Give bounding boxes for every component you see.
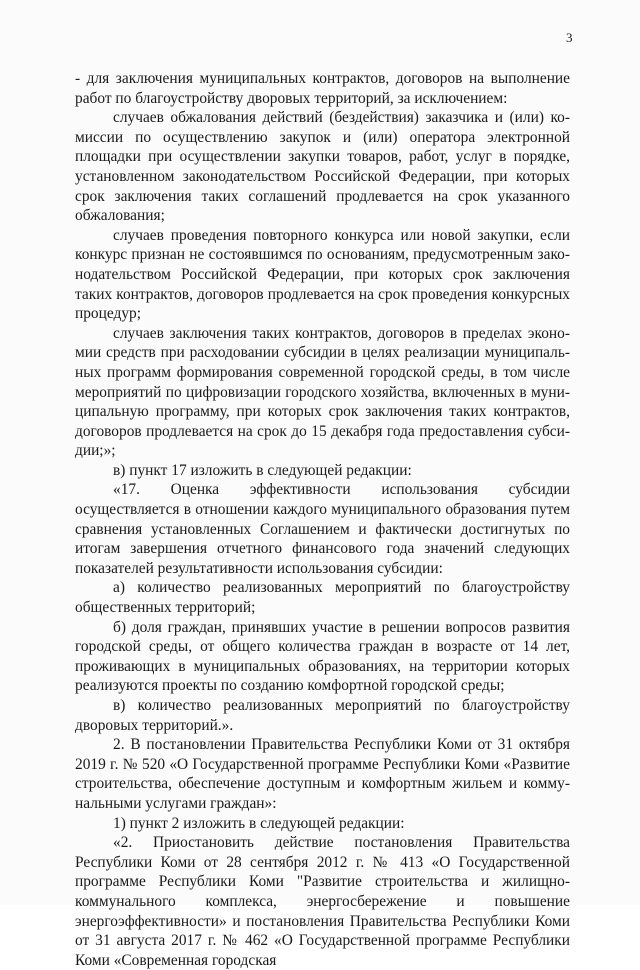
paragraph-appeal-cases: случаев обжалования действий (бездействия) заказчика и (или) комиссии по осуществлению закупок и (или) оператора электронной площадки при осуществлении закупки товаров, работ, услуг в порядке, установленном законодательством Российской Федерации, при которых срок заключения таких соглашений продлевается на срок указанного обжалования; xyxy=(75,109,570,225)
paragraph-contracts-exception: - для заключения муниципальных контрактов, договоров на выполнение работ по благоустройству дворовых территорий, за исключением: xyxy=(75,70,570,107)
paragraph-clause-17-intro: в) пункт 17 изложить в следующей редакции: xyxy=(113,461,412,479)
paragraph-repeat-tender-cases: случаев проведения повторного конкурса или новой закупки, если конкурс признан не состоявшимся по основаниям, предусмотренным законодательством Российской Федерации, при которых срок заключения таких контрактов, договоров продлевается на срок проведения конкурсных процедур; xyxy=(75,226,570,323)
paragraph-clause-17: «17. Оценка эффективности использования субсидии осуществляется в отношении каждого муниципального образования путем сравнения установленных Соглашением и фактически достигнутых по итогам завершения отчетного финансового года значений следующих показателей результативности использования субсидии: xyxy=(75,481,570,577)
page-number: 3 xyxy=(566,30,573,45)
paragraph-clause-2: «2. Приостановить действие постановления Правительства Республики Коми от 28 сентября 2012 г. № 413 «О Государственной программе Республики Коми "Развитие строительства и жилищно-коммунального комплекса, энергосбережение и повышение энергоэффективности» и постановления Правительства Республики Коми от 31 августа 2017 г. № 462 «О Государственной программе Республики Коми «Современная городская xyxy=(75,834,570,969)
document-body xyxy=(75,69,570,970)
paragraph-clause-2-intro: 1) пункт 2 изложить в следующей редакции: xyxy=(113,814,405,832)
paragraph-savings-cases: случаев заключения таких контрактов, договоров в пределах экономии средств при расходовании субсидии в целях реализации муниципальных программ формирования современной городской среды, в том числе мероприятий по цифровизации городского хозяйства, включенных в муниципальную программу, при которых срок заключения таких контрактов, договоров продлевается на срок до 15 декабря года предоставления субсидии;»; xyxy=(75,324,570,460)
paragraph-indicator-a: а) количество реализованных мероприятий по благоустройству общественных территорий; xyxy=(75,579,570,617)
paragraph-indicator-b: б) доля граждан, принявших участие в решении вопросов развития городской среды, от общего количества граждан в возрасте от 14 лет, проживающих в муниципальных образованиях, на территории которых реализуются проекты по созданию комфортной городской среды; xyxy=(75,618,570,695)
paragraph-section-2: 2. В постановлении Правительства Республики Коми от 31 октября 2019 г. № 520 «О Государственной программе Республики Коми «Развитие строительства, обеспечение доступным и комфортным жильем и коммунальными услугами граждан»: xyxy=(75,736,570,812)
paragraph-indicator-c: в) количество реализованных мероприятий по благоустройству дворовых территорий.». xyxy=(75,697,570,734)
